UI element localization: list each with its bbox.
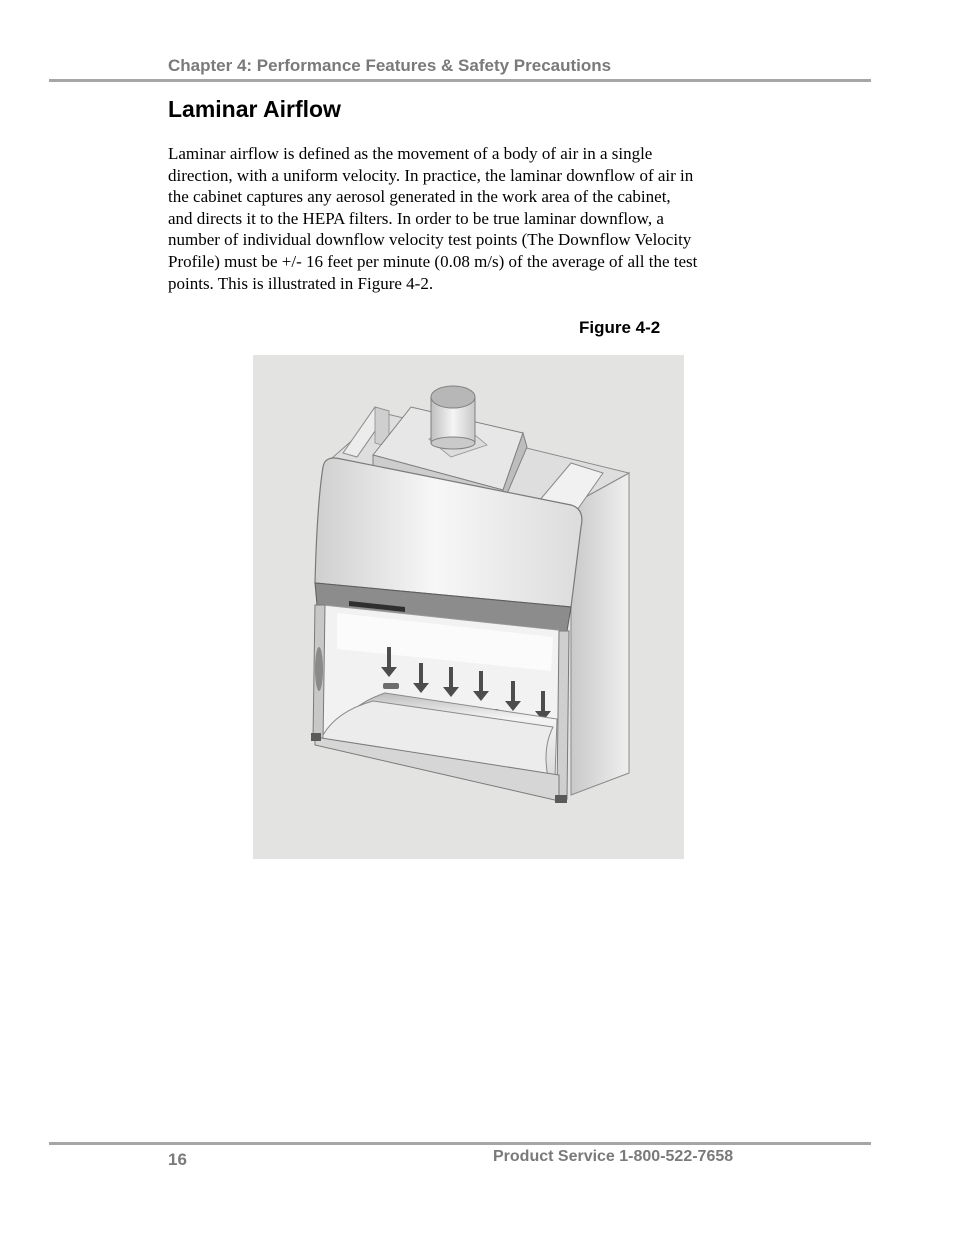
paragraph-line: direction, with a uniform velocity. In practice, the laminar downflow of air in: [168, 165, 694, 185]
paragraph-line: Laminar airflow is defined as the movement of a body of air in a single: [168, 144, 653, 163]
body-paragraph: [168, 143, 768, 294]
footer-rule: [49, 1142, 871, 1145]
page-number: 16: [168, 1150, 187, 1169]
exhaust-collar: [431, 386, 475, 449]
section-title: Laminar Airflow: [168, 96, 341, 122]
product-service-phone: Product Service 1-800-522-7658: [493, 1148, 734, 1165]
paragraph-line: Profile) must be +/- 16 feet per minute (0.08 m/s) of the average of all the test: [168, 251, 698, 271]
paragraph-line: and directs it to the HEPA filters. In order to be true laminar downflow, a: [168, 208, 664, 228]
figure-caption: Figure 4-2: [579, 318, 661, 337]
paragraph-line: points. This is illustrated in Figure 4-2.: [168, 273, 434, 293]
chapter-header: Chapter 4: Performance Features & Safety Precautions: [168, 56, 612, 75]
paragraph-line: the cabinet captures any aerosol generated in the work area of the cabinet,: [168, 187, 671, 207]
header-rule: [49, 79, 871, 82]
cabinet-illustration: [253, 355, 684, 859]
paragraph-line: number of individual downflow velocity test points (The Downflow Velocity: [168, 230, 692, 250]
figure-biosafety-cabinet: [253, 355, 684, 859]
